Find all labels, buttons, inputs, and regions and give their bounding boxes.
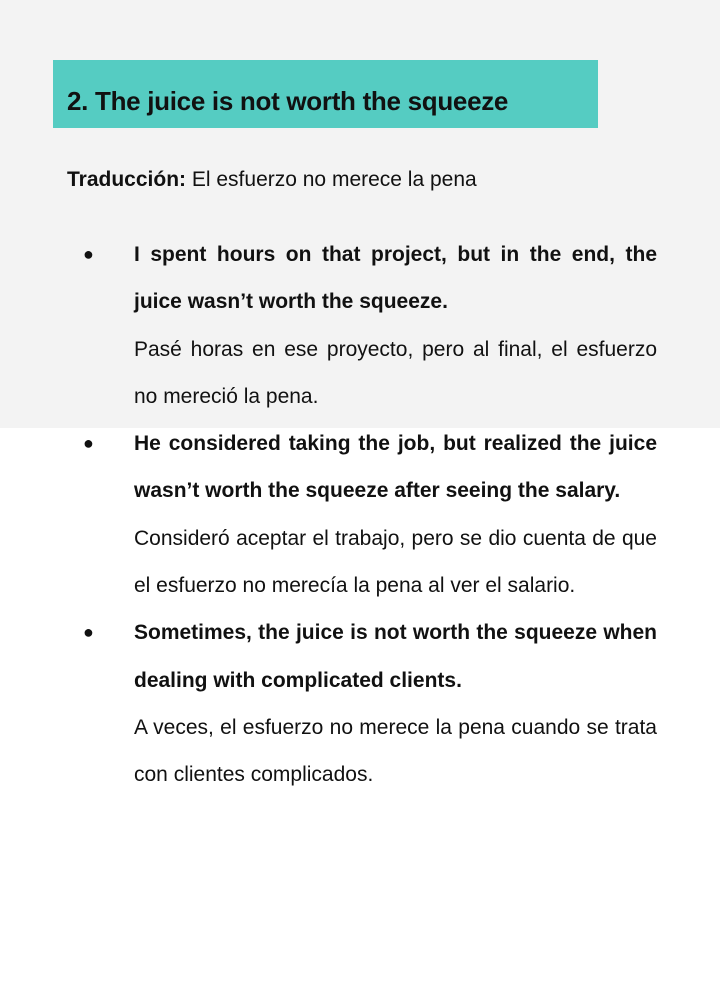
bullet-icon: ●	[83, 433, 94, 454]
example-spanish: Pasé horas en ese proyecto, pero al final, el esfuerzo no mereció la pena.	[134, 337, 657, 408]
page-title: 2. The juice is not worth the squeeze	[67, 86, 509, 116]
translation-text: El esfuerzo no merece la pena	[186, 168, 477, 191]
translation-label: Traducción:	[67, 168, 187, 191]
example-english: I spent hours on that project, but in the end, the juice wasn’t worth the squeeze.	[134, 243, 657, 314]
list-item	[0, 609, 720, 798]
title-banner	[53, 60, 598, 128]
list-item	[0, 420, 720, 609]
bullet-icon: ●	[83, 622, 94, 643]
example-list	[0, 231, 720, 799]
translation-line	[67, 168, 477, 192]
bullet-icon: ●	[83, 244, 94, 264]
example-spanish: Consideró aceptar el trabajo, pero se dio cuenta de que el esfuerzo no merecía la pena al ver el salario.	[134, 526, 657, 598]
example-spanish: A veces, el esfuerzo no merece la pena cuando se trata con clientes complicados.	[134, 715, 657, 787]
example-english: Sometimes, the juice is not worth the squeeze when dealing with complicated clients.	[134, 621, 657, 692]
example-english: He considered taking the job, but realized the juice wasn’t worth the squeeze after seeing the salary.	[134, 432, 657, 503]
list-item	[0, 231, 720, 420]
